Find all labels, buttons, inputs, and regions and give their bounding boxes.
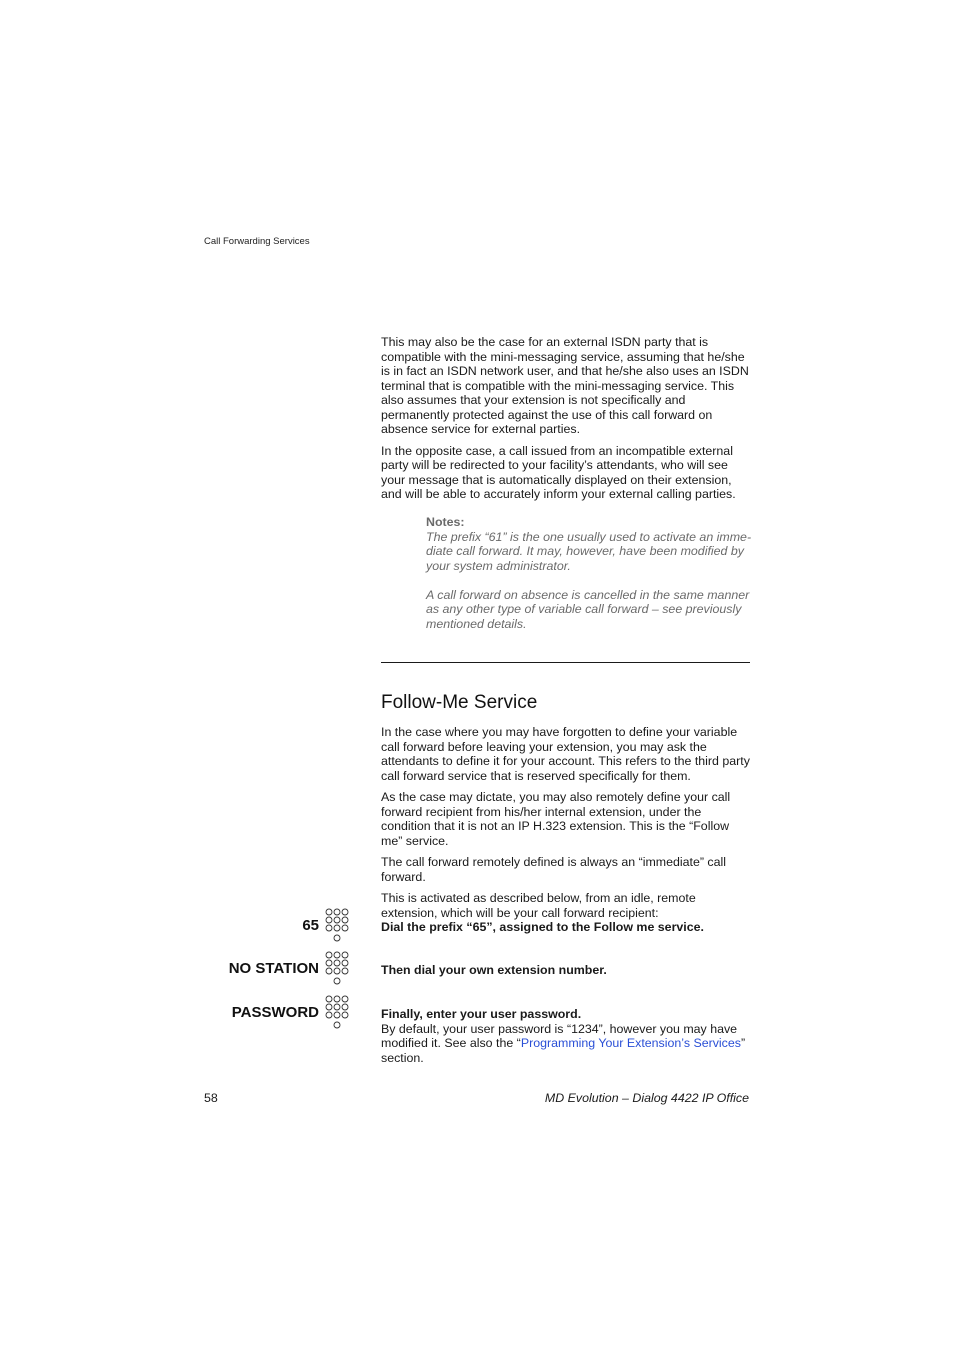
note-item: A call forward on absence is cancelled in the same manner as any other type of variable call forward – see previously mentioned details. [426,587,750,631]
step-instruction: Dial the prefix “65”, assigned to the Follow me service. [381,920,704,934]
note-item: The prefix “61” is the one usually used to activate an imme-diate call forward. It may, however, have been modified by your system administrator. [426,529,752,573]
document-title: MD Evolution – Dialog 4422 IP Office [544,1091,749,1105]
page-number: 58 [204,1091,218,1105]
step-label-password: PASSWORD [231,1004,319,1021]
keypad-icon [325,951,351,987]
notes-block [426,515,756,631]
step-instruction: Then dial your own extension number. [381,963,607,977]
intro-paragraph: This may also be the case for an external ISDN party that is compatible with the mini-messaging service, assuming that he/she is in fact an ISDN network user, and that he/she also uses an ISDN terminal that is compatible with the mini-messaging service. This also assumes that your extension is not specifically and permanently protected against the use of this call forward on absence service for external parties. [381,335,749,436]
section-divider [381,662,750,663]
section-paragraph: This is activated as described below, from an idle, remote extension, which will be your call forward recipient: [381,891,696,920]
running-header: Call Forwarding Services [204,236,310,247]
step-instruction: Finally, enter your user password. By default, your user password is “1234”, however you may have modified it. See also the “Programming Your Extension’s Services” section. [381,1007,751,1065]
section-title: Follow-Me Service [381,692,538,713]
section-paragraph: The call forward remotely defined is always an “immediate” call forward. [381,855,727,884]
step-label-65: 65 [302,917,319,934]
programming-extension-services-link[interactable]: Programming Your Extension’s Services [520,1036,741,1050]
intro-paragraph: In the opposite case, a call issued from an incompatible external party will be redirected to your facility’s attendants, who will see your message that is automatically displayed on their extension, and will be able to accurately inform your external calling parties. [381,443,736,501]
step-label-no-station: NO STATION [228,960,319,977]
keypad-icon [325,995,351,1031]
section-paragraph: As the case may dictate, you may also remotely define your call forward recipient from his/her internal extension, under the condition that it is not an IP H.323 extension. This is the “Follow me” service. [381,790,731,848]
section-paragraph: In the case where you may have forgotten to define your variable call forward before leaving your extension, you may ask the attendants to define it for your account. This refers to the third party call forward service that is reserved specifically for them. [381,725,750,783]
notes-title: Notes: [426,515,465,529]
intro-text [381,335,751,509]
section-body [381,725,751,927]
keypad-icon [325,908,351,944]
step-detail: By default, your user password is “1234”, however you may have modified it. See also the “Programming Your Extension’s Services” section. [381,1021,746,1065]
